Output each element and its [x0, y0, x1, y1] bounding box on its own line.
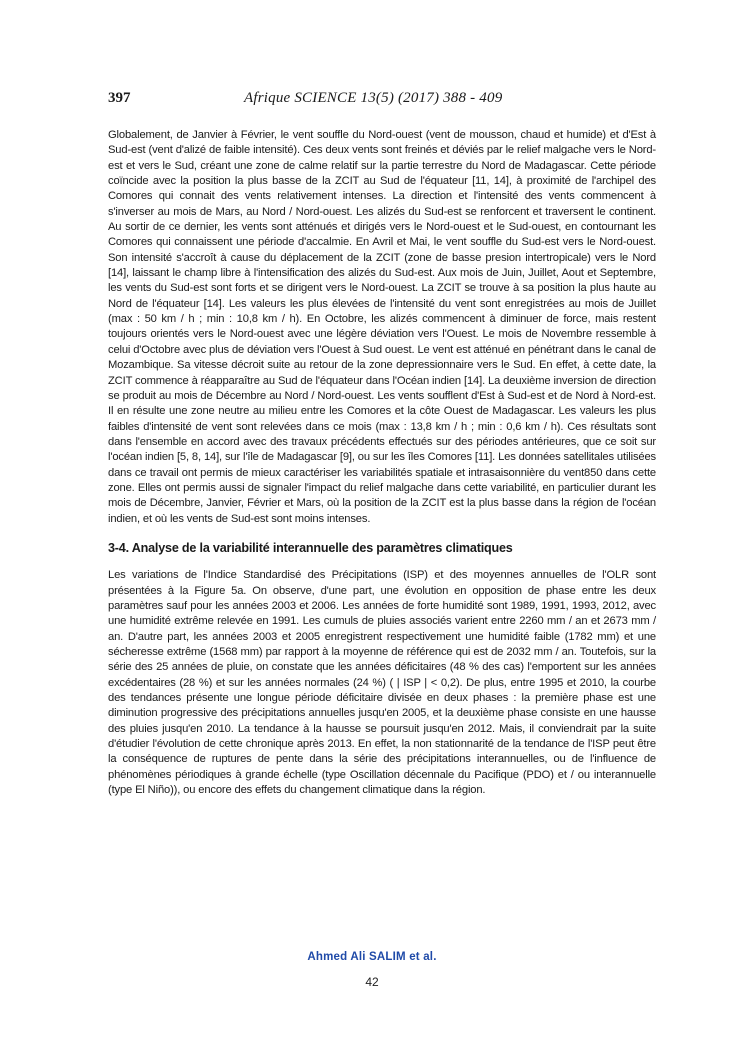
page-header [108, 90, 656, 112]
footer-authors: Ahmed Ali SALIM et al. [307, 951, 437, 963]
header-page-number: 397 [108, 90, 131, 106]
section-heading: 3-4. Analyse de la variabilité interannuelle des paramètres climatiques [108, 540, 513, 555]
paragraph-interannual-variability: Les variations de l'Indice Standardisé des Précipitations (ISP) et des moyennes annuelles de l'OLR sont présentées à la Figure 5a. On observe, d'une part, une évolution en opposition de phase entre les deux paramètres sauf pour les années 2003 et 2006. Les années de forte humidité sont 1989, 1991, 1993, 2012, avec une humidité extrême relevée en 1991. Les cumuls de pluies associés varient entre 2260 mm / an et 2673 mm / an. D'autre part, les années 2003 et 2005 enregistrent respectivement une humidité faible (1782 mm) et une sécheresse extrême (1568 mm) par rapport à la moyenne de référence qui est de 2032 mm / an. Toutefois, sur la série des 25 années de pluie, on constate que les années déficitaires (48 % des cas) l'emportent sur les années excédentaires (28 %) et sur les années normales (24 %) ( | ISP | < 0,2). De plus, entre 1995 et 2010, la courbe des tendances présente une longue période déficitaire divisée en deux phases : la première phase est une diminution progressive des précipitations annuelles jusqu'en 2005, et la deuxième phase consiste en une hausse des pluies jusqu'en 2010. La tendance à la hausse se poursuit jusqu'en 2012. Mais, il conviendrait par la suite d'étudier l'évolution de cette chronique après 2013. En effet, la non stationnarité de la tendance de l'ISP peut être la conséquence de ruptures de pente dans la série des précipitations interannuelles, ou de l'influence de phénomènes périodiques à grande échelle (type Oscillation décennale du Pacifique (PDO) et / ou interannuelle (type El Niño)), ou encore des effets du changement climatique dans la région. [108, 569, 656, 797]
journal-citation: Afrique SCIENCE 13(5) (2017) 388 - 409 [244, 90, 503, 106]
footer-page-number: 42 [365, 975, 379, 989]
paragraph-wind-variability: Globalement, de Janvier à Février, le vent souffle du Nord-ouest (vent de mousson, chaud et humide) et d'Est à Sud-est (vent d'alizé de faible intensité). Ces deux vents sont freinés et déviés par le relief malgache vers le Nord-est et vers le Sud, créant une zone de calme relatif sur la partie terrestre du Nord de Madagascar. Cette période coïncide avec la position la plus basse de la ZCIT au Sud de l'équateur [11, 14], à proximité de l'archipel des Comores qui connait des vents relativement intenses. La direction et l'intensité des vents commencent à s'inverser au mois de Mars, au Nord / Nord-ouest. Les alizés du Sud-est se renforcent et traversent le continent. Au sortir de ce dernier, les vents sont atténués et dirigés vers le Nord-ouest et le Sud-ouest, en contournant les Comores qui connaissent une période d'accalmie. En Avril et Mai, le vent souffle du Sud-est vers le Nord-ouest. Son intensité s'accroît à cause du déplacement de la ZCIT (zone de basse presion intertropicale) vers le Nord [14], laissant le champ libre à l'intensification des alizés du Sud-est. Aux mois de Juin, Juillet, Aout et Septembre, les vents du Sud-est sont forts et se dirigent vers le Nord-ouest. La ZCIT se trouve à sa position la plus haute au Nord de l'équateur [14]. Les valeurs les plus élevées de l'intensité du vent sont enregistrées au mois de Juillet (max : 50 km / h ; min : 10,8 km / h). En Octobre, les alizés commencent à diminuer de force, mais restent toujours orientés vers le Nord-ouest avec une légère déviation vers l'Ouest. Le mois de Novembre ressemble à celui d'Octobre avec plus de déviation vers l'Ouest à Sud ouest. Le vent est atténué en pénétrant dans le canal de Mozambique. Sa vitesse décroit suite au retour de la zone depressionnaire vers le Sud. En effet, à cette date, la ZCIT commence à réapparaître au Sud de l'équateur dans l'Océan indien [14]. La deuxième inversion de direction se produit au mois de Décembre au Nord / Nord-ouest. Les vents soufflent d'Est à Sud-est et de Nord à Nord-est. Il en résulte une zone neutre au milieu entre les Comores et la côte Ouest de Madagascar. Les valeurs les plus faibles d'intensité de vent sont relevées dans ce mois (max : 13,8 km / h ; min : 0,6 km / h). Ces résultats sont dans l'ensemble en accord avec des travaux précédents effectués sur des périodes antérieures, que ce soit sur l'océan indien [5, 8, 14], sur l'île de Madagascar [9], ou sur les îles Comores [11]. Les données satellitales utilisées dans ce travail ont permis de mieux caractériser les variabilités spatiale et intrasaisonnière du vent850 dans cette zone. Elles ont permis aussi de signaler l'impact du relief malgache dans cette variabilité, en particulier durant les mois de Décembre, Janvier, Février et Mars, où la position de la ZCIT est la plus basse dans la région de l'océan indien, et où les vents de Sud-est sont moins intenses. [108, 129, 656, 525]
article-body [108, 128, 656, 798]
